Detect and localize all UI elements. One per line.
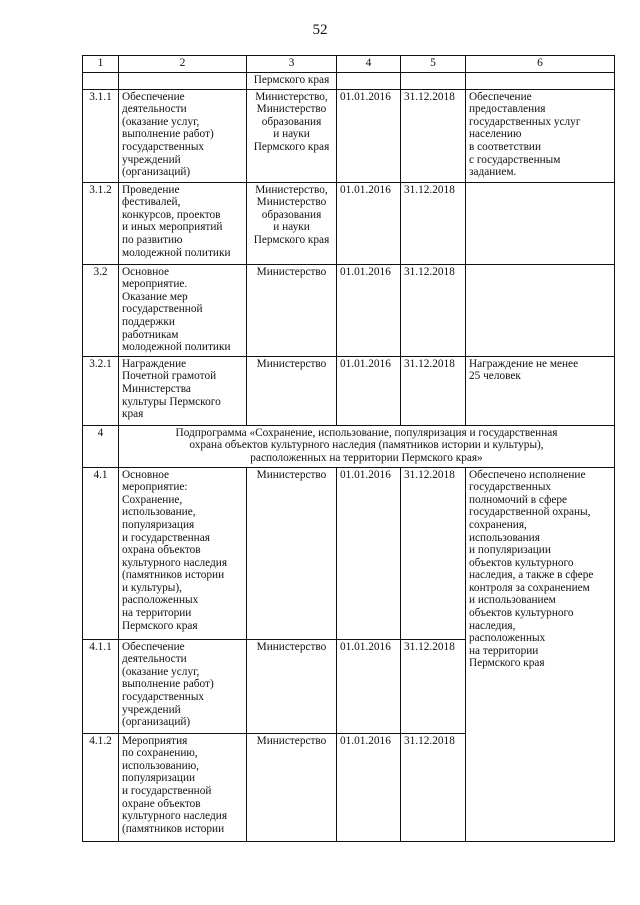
- end-date: 31.12.2018: [401, 467, 466, 639]
- subprogram-row: [83, 425, 615, 467]
- executor-cell: Министерство, Министерство образования и науки Пермского края: [247, 89, 337, 182]
- row-number: 4: [83, 425, 119, 467]
- header-cell: 1: [83, 56, 119, 73]
- result-cell: Обеспечение предоставления государственных услуг населению в соответствии с государственным заданием.: [466, 89, 615, 182]
- result-cell: [466, 264, 615, 356]
- header-cell: 6: [466, 56, 615, 73]
- header-cell: 4: [337, 56, 401, 73]
- header-cell: 5: [401, 56, 466, 73]
- start-date: 01.01.2016: [337, 89, 401, 182]
- row-number: 3.1.2: [83, 182, 119, 264]
- row-number: 4.1.2: [83, 733, 119, 841]
- start-date: 01.01.2016: [337, 264, 401, 356]
- start-date: 01.01.2016: [337, 182, 401, 264]
- table-row: [83, 467, 615, 639]
- executor-cell: Министерство: [247, 264, 337, 356]
- page-number: 52: [312, 22, 328, 38]
- end-date: 31.12.2018: [401, 89, 466, 182]
- table-row: [83, 356, 615, 425]
- table-row: [83, 89, 615, 182]
- activity-name: Награждение Почетной грамотой Министерства культуры Пермского края: [119, 356, 247, 425]
- executor-cell: Министерство: [247, 639, 337, 733]
- row-number: 3.1.1: [83, 89, 119, 182]
- executor-cell: Пермского края: [247, 72, 337, 89]
- activity-name: Обеспечение деятельности (оказание услуг, выполнение работ) государственных учреждений (организаций): [119, 89, 247, 182]
- program-table: [82, 55, 615, 842]
- start-date: 01.01.2016: [337, 467, 401, 639]
- end-date: 31.12.2018: [401, 733, 466, 841]
- header-cell: 3: [247, 56, 337, 73]
- table-row: [83, 72, 615, 89]
- row-number: 4.1: [83, 467, 119, 639]
- activity-name: Мероприятия по сохранению, использованию, популяризации и государственной охране объектов культурного наследия (памятников истории: [119, 733, 247, 841]
- executor-cell: Министерство: [247, 733, 337, 841]
- end-date: 31.12.2018: [401, 356, 466, 425]
- activity-name: Основное мероприятие. Оказание мер государственной поддержки работникам молодежной политики: [119, 264, 247, 356]
- row-number: 3.2.1: [83, 356, 119, 425]
- header-row: [83, 56, 615, 73]
- result-cell: [466, 182, 615, 264]
- result-cell: Обеспечено исполнение государственных полномочий в сфере государственной охраны, сохранения, использования и популяризации объектов культурного наследия, а также в сфере контроля за сохранением и использованием объектов культурного наследия, расположенных на территории Пермского края: [466, 467, 615, 841]
- end-date: 31.12.2018: [401, 182, 466, 264]
- executor-cell: Министерство: [247, 467, 337, 639]
- result-cell: Награждение не менее 25 человек: [466, 356, 615, 425]
- start-date: 01.01.2016: [337, 639, 401, 733]
- executor-cell: Министерство: [247, 356, 337, 425]
- row-number: 4.1.1: [83, 639, 119, 733]
- executor-cell: Министерство, Министерство образования и науки Пермского края: [247, 182, 337, 264]
- table-row: [83, 182, 615, 264]
- table-row: [83, 264, 615, 356]
- activity-name: Обеспечение деятельности (оказание услуг, выполнение работ) государственных учреждений (организаций): [119, 639, 247, 733]
- start-date: 01.01.2016: [337, 733, 401, 841]
- end-date: 31.12.2018: [401, 639, 466, 733]
- subprogram-title: Подпрограмма «Сохранение, использование, популяризация и государственная охрана объектов культурного наследия (памятников истории и культуры), расположенных на территории Пермского края»: [119, 425, 615, 467]
- start-date: 01.01.2016: [337, 356, 401, 425]
- activity-name: Проведение фестивалей, конкурсов, проектов и иных мероприятий по развитию молодежной политики: [119, 182, 247, 264]
- activity-name: Основное мероприятие: Сохранение, использование, популяризация и государственная охрана объектов культурного наследия (памятников истории и культуры), расположенных на территории Пермского края: [119, 467, 247, 639]
- end-date: 31.12.2018: [401, 264, 466, 356]
- header-cell: 2: [119, 56, 247, 73]
- row-number: 3.2: [83, 264, 119, 356]
